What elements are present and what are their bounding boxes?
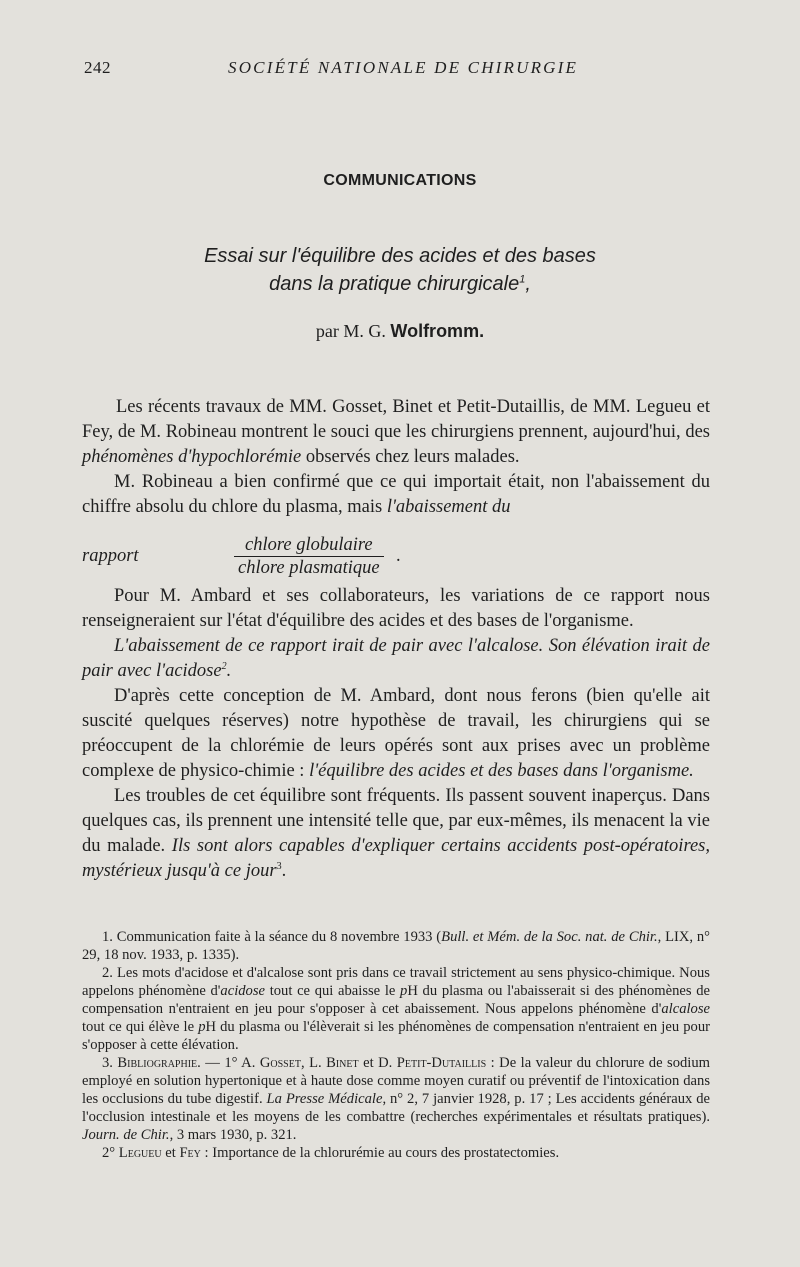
p1-text-c: observés chez leurs malades. (301, 447, 520, 467)
fn3-j: La Presse Médicale (266, 1091, 383, 1107)
fn3-a: 3. (102, 1055, 118, 1071)
p6-footnote-marker: 3 (276, 860, 282, 872)
paragraph-5 (82, 684, 710, 784)
fn3-h: Petit-Dutaillis (396, 1055, 487, 1071)
fraction-denominator: chlore plasmatique (234, 556, 384, 580)
article-title-line1: Essai sur l'équilibre des acides et des bases (204, 245, 596, 267)
p6-text-italic: Ils sont alors capables d'expliquer certains accidents post-opératoires, mystérieux jusqu'à ce jour (82, 836, 710, 881)
article-title (0, 242, 800, 298)
running-header: SOCIÉTÉ NATIONALE DE CHIRURGIE (228, 58, 579, 77)
footnote-3 (82, 1054, 710, 1144)
paragraph-6 (82, 784, 710, 884)
body-text-lower (82, 584, 710, 884)
p4-text-a: L'abaissement de ce rapport irait de pair avec l'alcalose. Son élévation irait de pair avec l'acidose (82, 636, 710, 681)
fn4-c: et (161, 1145, 180, 1161)
fn3-k: , n° 2, 7 janvier 1928, p. 17 ; Les accidents généraux de l'occlusion intestinale et les moyens de les combattre (recherches expérimentales et résultats pratiques). (82, 1091, 710, 1125)
p5-text-italic: l'équilibre des acides et des bases dans l'organisme. (309, 761, 694, 781)
fraction-dot: . (396, 546, 401, 566)
fn3-m: , 3 mars 1930, p. 321. (169, 1127, 297, 1143)
p2-text-italic: l'abaissement du (386, 497, 511, 517)
fn2-b: acidose (220, 983, 266, 999)
fn2-a: 2. Les mots d'acidose et d'alcalose sont pris dans ce travail strictement au sens physico-chimique. Nous appelons phénomène d' (82, 965, 710, 999)
fn2-g: tout ce qui élève le (82, 1019, 199, 1035)
fn3-g: et D. (358, 1055, 397, 1071)
byline-prefix: par M. G. (315, 321, 386, 341)
fn1-journal: Bull. et Mém. de la Soc. nat. de Chir. (441, 929, 658, 945)
fn3-e: , L. (300, 1055, 327, 1071)
author-name: Wolfromm. (390, 321, 485, 341)
title-comma: , (525, 273, 531, 295)
fn2-d: p (400, 983, 408, 999)
footnote-3-item-2 (82, 1144, 710, 1162)
fn3-l: Journ. de Chir. (82, 1127, 170, 1143)
fn1-c: , LIX, n° 29, 18 nov. 1933, p. 1335). (82, 929, 710, 963)
p4-footnote-marker: 2 (221, 660, 227, 672)
fn4-e: : Importance de la chlorurémie au cours des prostatectomies. (200, 1145, 560, 1161)
fn4-d: Fey (179, 1145, 201, 1161)
p5-text-a: D'après cette conception de M. Ambard, dont nous ferons (bien qu'elle ait suscité quelques réserves) notre hypothèse de travail, les chirurgiens qui se préoccupent de la chlorémie de leurs opérés sont aux prises avec un problème complexe de physico-chimie : (82, 686, 710, 781)
fn3-c: — 1° A. (200, 1055, 260, 1071)
fn3-i: : De la valeur du chlorure de sodium employé en solution hypertonique et à haute dose comme moyen curatif ou préventif de l'intoxication dans les occlusions du tube digestif. (82, 1055, 710, 1107)
fn3-f: Binet (326, 1055, 359, 1071)
p6-text-c: . (281, 861, 287, 881)
fn3-d: Gosset (259, 1055, 301, 1071)
title-footnote-marker: 1 (519, 273, 526, 286)
p6-text-a: Les troubles de cet équilibre sont fréquents. Ils passent souvent inaperçus. Dans quelques cas, ils prennent une intensité telle que, par eux-mêmes, ils menacent la vie du malade. (82, 786, 710, 856)
fn2-c: tout ce qui abaisse le (265, 983, 401, 999)
fn2-f: alcalose (661, 1001, 710, 1017)
fn1-a: 1. Communication faite à la séance du 8 novembre 1933 ( (102, 929, 442, 945)
fraction-numerator: chlore globulaire (245, 535, 373, 555)
section-title: COMMUNICATIONS (323, 172, 477, 189)
fraction-word: rapport (82, 546, 139, 566)
fn4-b: Legueu (118, 1145, 162, 1161)
paragraph-4 (82, 634, 710, 684)
article-title-line2 (0, 270, 800, 298)
fn2-i: H du plasma ou l'élèverait si les phénomènes de compensation n'entraient en jeu pour s'opposer à cette élévation. (82, 1019, 710, 1053)
fn2-e: H du plasma ou l'abaisserait si des phénomènes de compensation n'entraient en jeu pour s'opposer à cet abaissement. Nous appelons phénomène d' (82, 983, 710, 1017)
footnotes (82, 928, 710, 1162)
article-title-line2-text: dans la pratique chirurgicale (269, 273, 520, 295)
page-number: 242 (84, 58, 111, 77)
fraction (234, 534, 384, 580)
p2-text-a: M. Robineau a bien confirmé que ce qui importait était, non l'abaissement du chiffre absolu du chlore du plasma, mais (82, 472, 710, 517)
fn4-a: 2° (102, 1145, 119, 1161)
body-text-upper (82, 395, 710, 520)
fn3-b: Bibliographie. (117, 1055, 201, 1071)
fn2-h: p (198, 1019, 206, 1035)
footnote-2 (82, 964, 710, 1054)
byline (0, 321, 800, 342)
paragraph-3: Pour M. Ambard et ses collaborateurs, les variations de ce rapport nous renseigneraient sur l'état d'équilibre des acides et des bases de l'organisme. (82, 586, 710, 631)
chlorine-ratio-formula (82, 534, 710, 584)
footnote-1 (82, 928, 710, 964)
paragraph-1 (82, 395, 710, 470)
p1-text-italic: phénomènes d'hypochlorémie (82, 447, 302, 467)
paragraph-2 (82, 470, 710, 520)
p1-text-a: Les récents travaux de MM. Gosset, Binet et Petit-Dutaillis, de MM. Legueu et Fey, de M. Robineau montrent le souci que les chirurgiens prennent, aujourd'hui, des (82, 397, 710, 442)
p4-text-b: . (226, 661, 232, 681)
